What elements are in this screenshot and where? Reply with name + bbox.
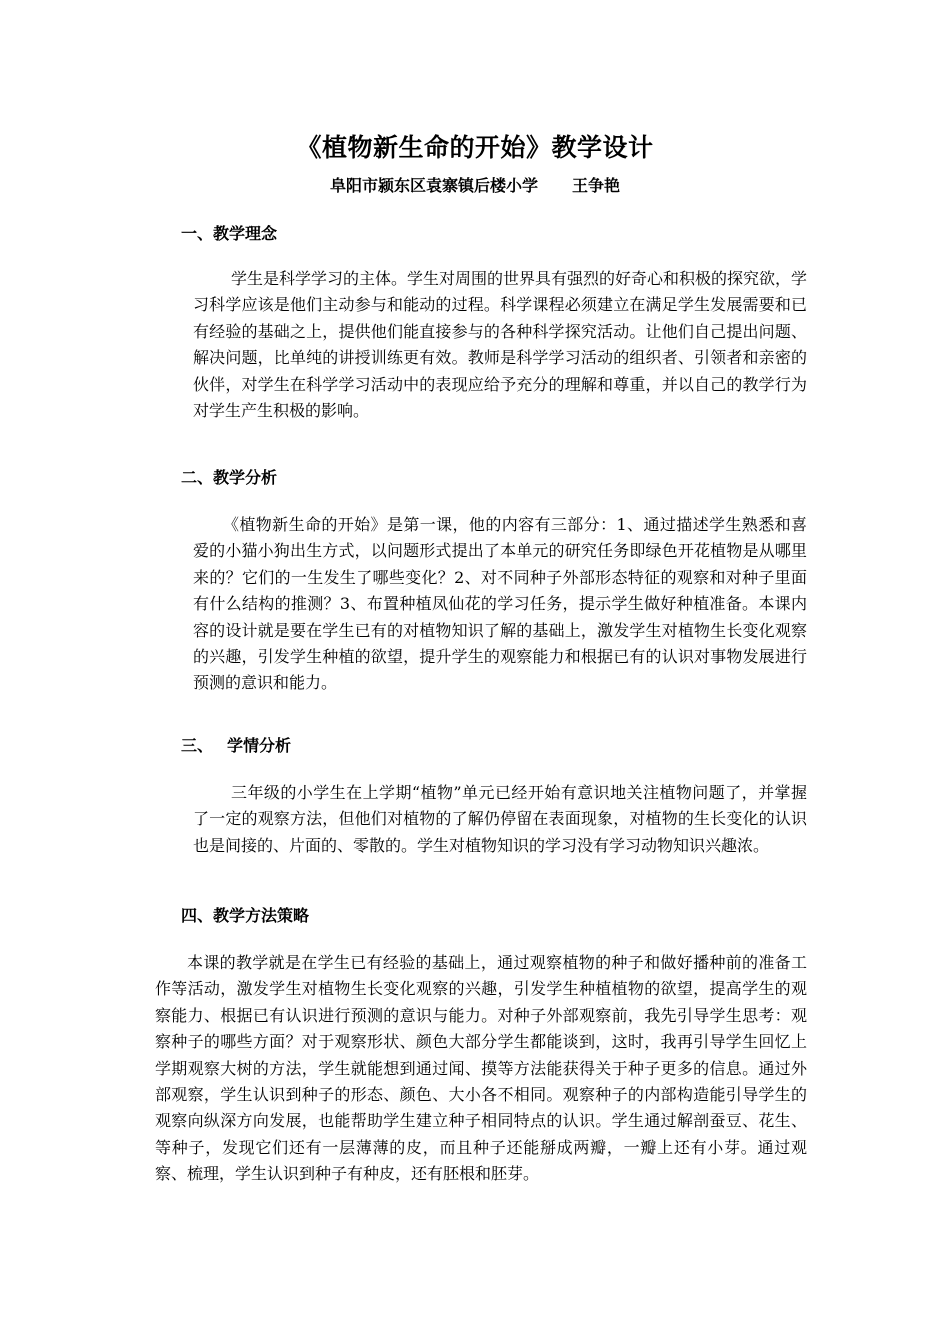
- section-body-student-analysis: 三年级的小学生在上学期“植物”单元已经开始有意识地关注植物问题了，并掌握了一定的观察方法，但他们对植物的了解仍停留在表面现象，对植物的生长变化的认识也是间接的、片面的、零散的。学生对植物知识的学习没有学习动物知识兴趣浓。: [193, 783, 807, 855]
- author-name: 王争艳: [572, 176, 621, 195]
- section-body-teaching-methods: 本课的教学就是在学生已有经验的基础上，通过观察植物的种子和做好播种前的准备工作等活动，激发学生对植物生长变化观察的兴趣，引发学生种植植物的欲望，提高学生的观察能力、根据已有认识进行预测的意识与能力。对种子外部观察前，我先引导学生思考：观察种子的哪些方面？对于观察形状、颜色大部分学生都能谈到，这时，我再引导学生回忆上学期观察大树的方法，学生就能想到通过闻、摸等方法能获得关于种子更多的信息。通过外部观察，学生认识到种子的形态、颜色、大小各不相同。观察种子的内部构造能引导学生的观察向纵深方向发展，也能帮助学生建立种子相同特点的认识。学生通过解剖蚕豆、花生、等种子，发现它们还有一层薄薄的皮，而且种子还能掰成两瓣，一瓣上还有小芽。通过观察、梳理，学生认识到种子有种皮，还有胚根和胚芽。: [155, 953, 807, 1184]
- section-heading-text: 学情分析: [227, 736, 292, 755]
- document-byline: [0, 174, 950, 198]
- school-name: 阜阳市颍东区袁寨镇后楼小学: [329, 176, 538, 195]
- document-title: 《植物新生命的开始》教学设计: [296, 133, 654, 162]
- section-body-teaching-analysis: 《植物新生命的开始》是第一课，他的内容有三部分：1、通过描述学生熟悉和喜爱的小猫小狗出生方式，以问题形式提出了本单元的研究任务即绿色开花植物是从哪里来的？它们的一生发生了哪些变化？2、对不同种子外部形态特征的观察和对种子里面有什么结构的推测？3、布置种植凤仙花的学习任务，提示学生做好种植准备。本课内容的设计就是要在学生已有的对植物知识了解的基础上，激发学生对植物生长变化观察的兴趣，引发学生种植的欲望，提升学生的观察能力和根据已有的认识对事物发展进行预测的意识和能力。: [193, 515, 807, 693]
- section-heading-student-analysis: [181, 734, 291, 758]
- section-body-teaching-philosophy: 学生是科学学习的主体。学生对周围的世界具有强烈的好奇心和积极的探究欲，学习科学应该是他们主动参与和能动的过程。科学课程必须建立在满足学生发展需要和已有经验的基础之上，提供他们能直接参与的各种科学探究活动。让他们自己提出问题、解决问题，比单纯的讲授训练更有效。教师是科学学习活动的组织者、引领者和亲密的伙伴，对学生在科学学习活动中的表现应给予充分的理解和尊重，并以自己的教学行为对学生产生积极的影响。: [193, 269, 808, 421]
- section-heading-teaching-analysis: 二、教学分析: [181, 468, 278, 487]
- section-heading-number: 三、: [181, 736, 214, 755]
- section-heading-teaching-philosophy: 一、教学理念: [181, 224, 278, 243]
- section-heading-teaching-methods: 四、教学方法策略: [181, 906, 310, 925]
